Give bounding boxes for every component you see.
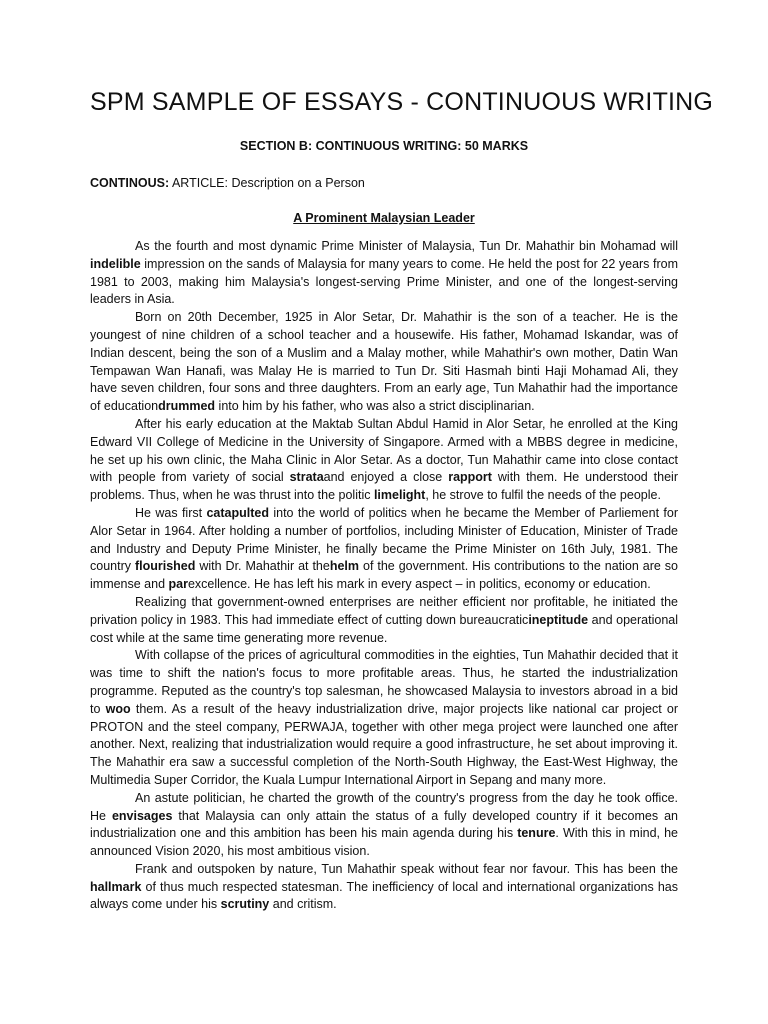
vocabulary-keyword: catapulted [206,505,269,520]
paragraph-text: and operational cost while at the same time generating more revenue. [90,612,678,645]
paragraph-text: and enjoyed a close [323,470,449,485]
essay-paragraph [90,647,678,789]
paragraph-text: of the government. His contributions to the nation are so immense and [90,559,678,592]
document-title: SPM SAMPLE OF ESSAYS - CONTINUOUS WRITING [90,88,714,116]
vocabulary-keyword: hallmark [90,879,142,894]
paragraph-text: He was first [135,505,207,520]
paragraph-text: excellence. He has left his mark in every aspect – in politics, economy or education. [187,577,651,592]
essay-paragraph [90,790,678,861]
paragraph-text: with Dr. Mahathir at the [195,559,330,574]
paragraph-text: that Malaysia can only attain the status of a fully developed country if it becomes an industrialization one and this ambition has been his main agenda during his [90,808,679,841]
paragraph-text: into the world of politics when he became the Member of Parliement for Alor Setar in 1964. After holding a number of portfolios, including Minister of Education, Minister of Trade and Industry and Deputy Prime Minister, he finally became the Prime Minister on 16th July, 1981. The country [90,505,679,574]
essay-paragraph [90,861,678,914]
essay-paragraph [90,416,678,505]
vocabulary-keyword: strata [289,470,324,485]
paragraph-text: An astute politician, he charted the growth of the country's progress from the day he took office. He [90,790,678,823]
vocabulary-keyword: rapport [448,470,492,485]
continuous-label-line [90,176,365,190]
continuous-label: CONTINOUS: [90,176,170,190]
paragraph-text: and critism. [269,897,337,912]
paragraph-text: After his early education at the Maktab Sultan Abdul Hamid in Alor Setar, he enrolled at the King Edward VII College of Medicine in the University of Singapore. Armed with a MBBS degree in medicine, he set up his own clinic, the Maha Clinic in Alor Setar. As a doctor, Tun Mahathir came into close contact with people from variety of social [90,416,678,485]
paragraph-text: into him by his father, who was also a strict disciplinarian. [215,399,535,414]
paragraph-text: impression on the sands of Malaysia for many years to come. He held the post for 22 years from 1981 to 2003, making him Malaysia's longest-serving Prime Minister, and one of the longest-serving leaders in Asia. [90,256,678,307]
vocabulary-keyword: helm [329,559,360,574]
section-heading: SECTION B: CONTINUOUS WRITING: 50 MARKS [239,139,529,153]
vocabulary-keyword: woo [105,701,131,716]
continuous-type: ARTICLE: Description on a Person [169,176,365,190]
paragraph-text: them. As a result of the heavy industrialization drive, major projects like national car project or PROTON and the steel company, PERWAJA, together with other mega project were launched one after another. Next, realizing that industrialization would require a good infrastructure, he set about improving it. The Mahathir era saw a successful completion of the North-South Highway, the East-West Highway, the Multimedia Super Corridor, the Kuala Lumpur International Airport in Sepang and many more. [90,701,678,787]
article-heading: A Prominent Malaysian Leader [293,211,475,225]
essay-body [90,238,678,914]
vocabulary-keyword: flourished [134,559,196,574]
vocabulary-keyword: envisages [111,808,173,823]
essay-paragraph [90,594,678,647]
paragraph-text: Realizing that government-owned enterprises are neither efficient nor profitable, he initiated the privation policy in 1983. This had immediate effect of cutting down bureaucratic [90,594,678,627]
essay-paragraph [90,309,678,416]
paragraph-text: Frank and outspoken by nature, Tun Mahathir speak without fear nor favour. This has been the [135,861,678,876]
vocabulary-keyword: par [168,577,188,592]
vocabulary-keyword: limelight [373,488,426,503]
vocabulary-keyword: scrutiny [220,897,270,912]
essay-paragraph [90,238,678,309]
vocabulary-keyword: indelible [90,256,141,271]
essay-paragraph [90,505,678,594]
paragraph-text: As the fourth and most dynamic Prime Minister of Malaysia, Tun Dr. Mahathir bin Mohamad will [135,239,678,253]
paragraph-text: . With this in mind, he announced Vision 2020, his most ambitious vision. [90,826,678,859]
paragraph-text: of thus much respected statesman. The inefficiency of local and international organizations has always come under his [90,879,678,912]
paragraph-text: with them. He understood their problems. Thus, when he was thrust into the politic [90,470,678,503]
vocabulary-keyword: tenure [517,826,556,841]
paragraph-text: Born on 20th December, 1925 in Alor Setar, Dr. Mahathir is the son of a teacher. He is the youngest of nine children of a school teacher and a housewife. His father, Mohamad Iskandar, was of Indian descent, being the son of a Muslim and a Malay mother, while Mahathir's own mother, Datin Wan Tempawan Wan Hanafi, was Malay He is married to Tun Dr. Siti Hasmah binti Haji Mohamad Ali, they have seven children, four sons and three daughters. From an early age, Tun Mahathir had the importance of education [90,310,678,414]
paragraph-text: , he strove to fulfil the needs of the people. [425,488,661,503]
paragraph-text: With collapse of the prices of agricultural commodities in the eighties, Tun Mahathir decided that it was time to shift the nation's focus to more profitable areas. Thus, he started the industrialization programme. Reputed as the country's top salesman, he showcased Malaysia to investors abroad in a bid to [90,648,678,716]
vocabulary-keyword: drummed [158,399,216,414]
vocabulary-keyword: ineptitude [528,612,589,627]
